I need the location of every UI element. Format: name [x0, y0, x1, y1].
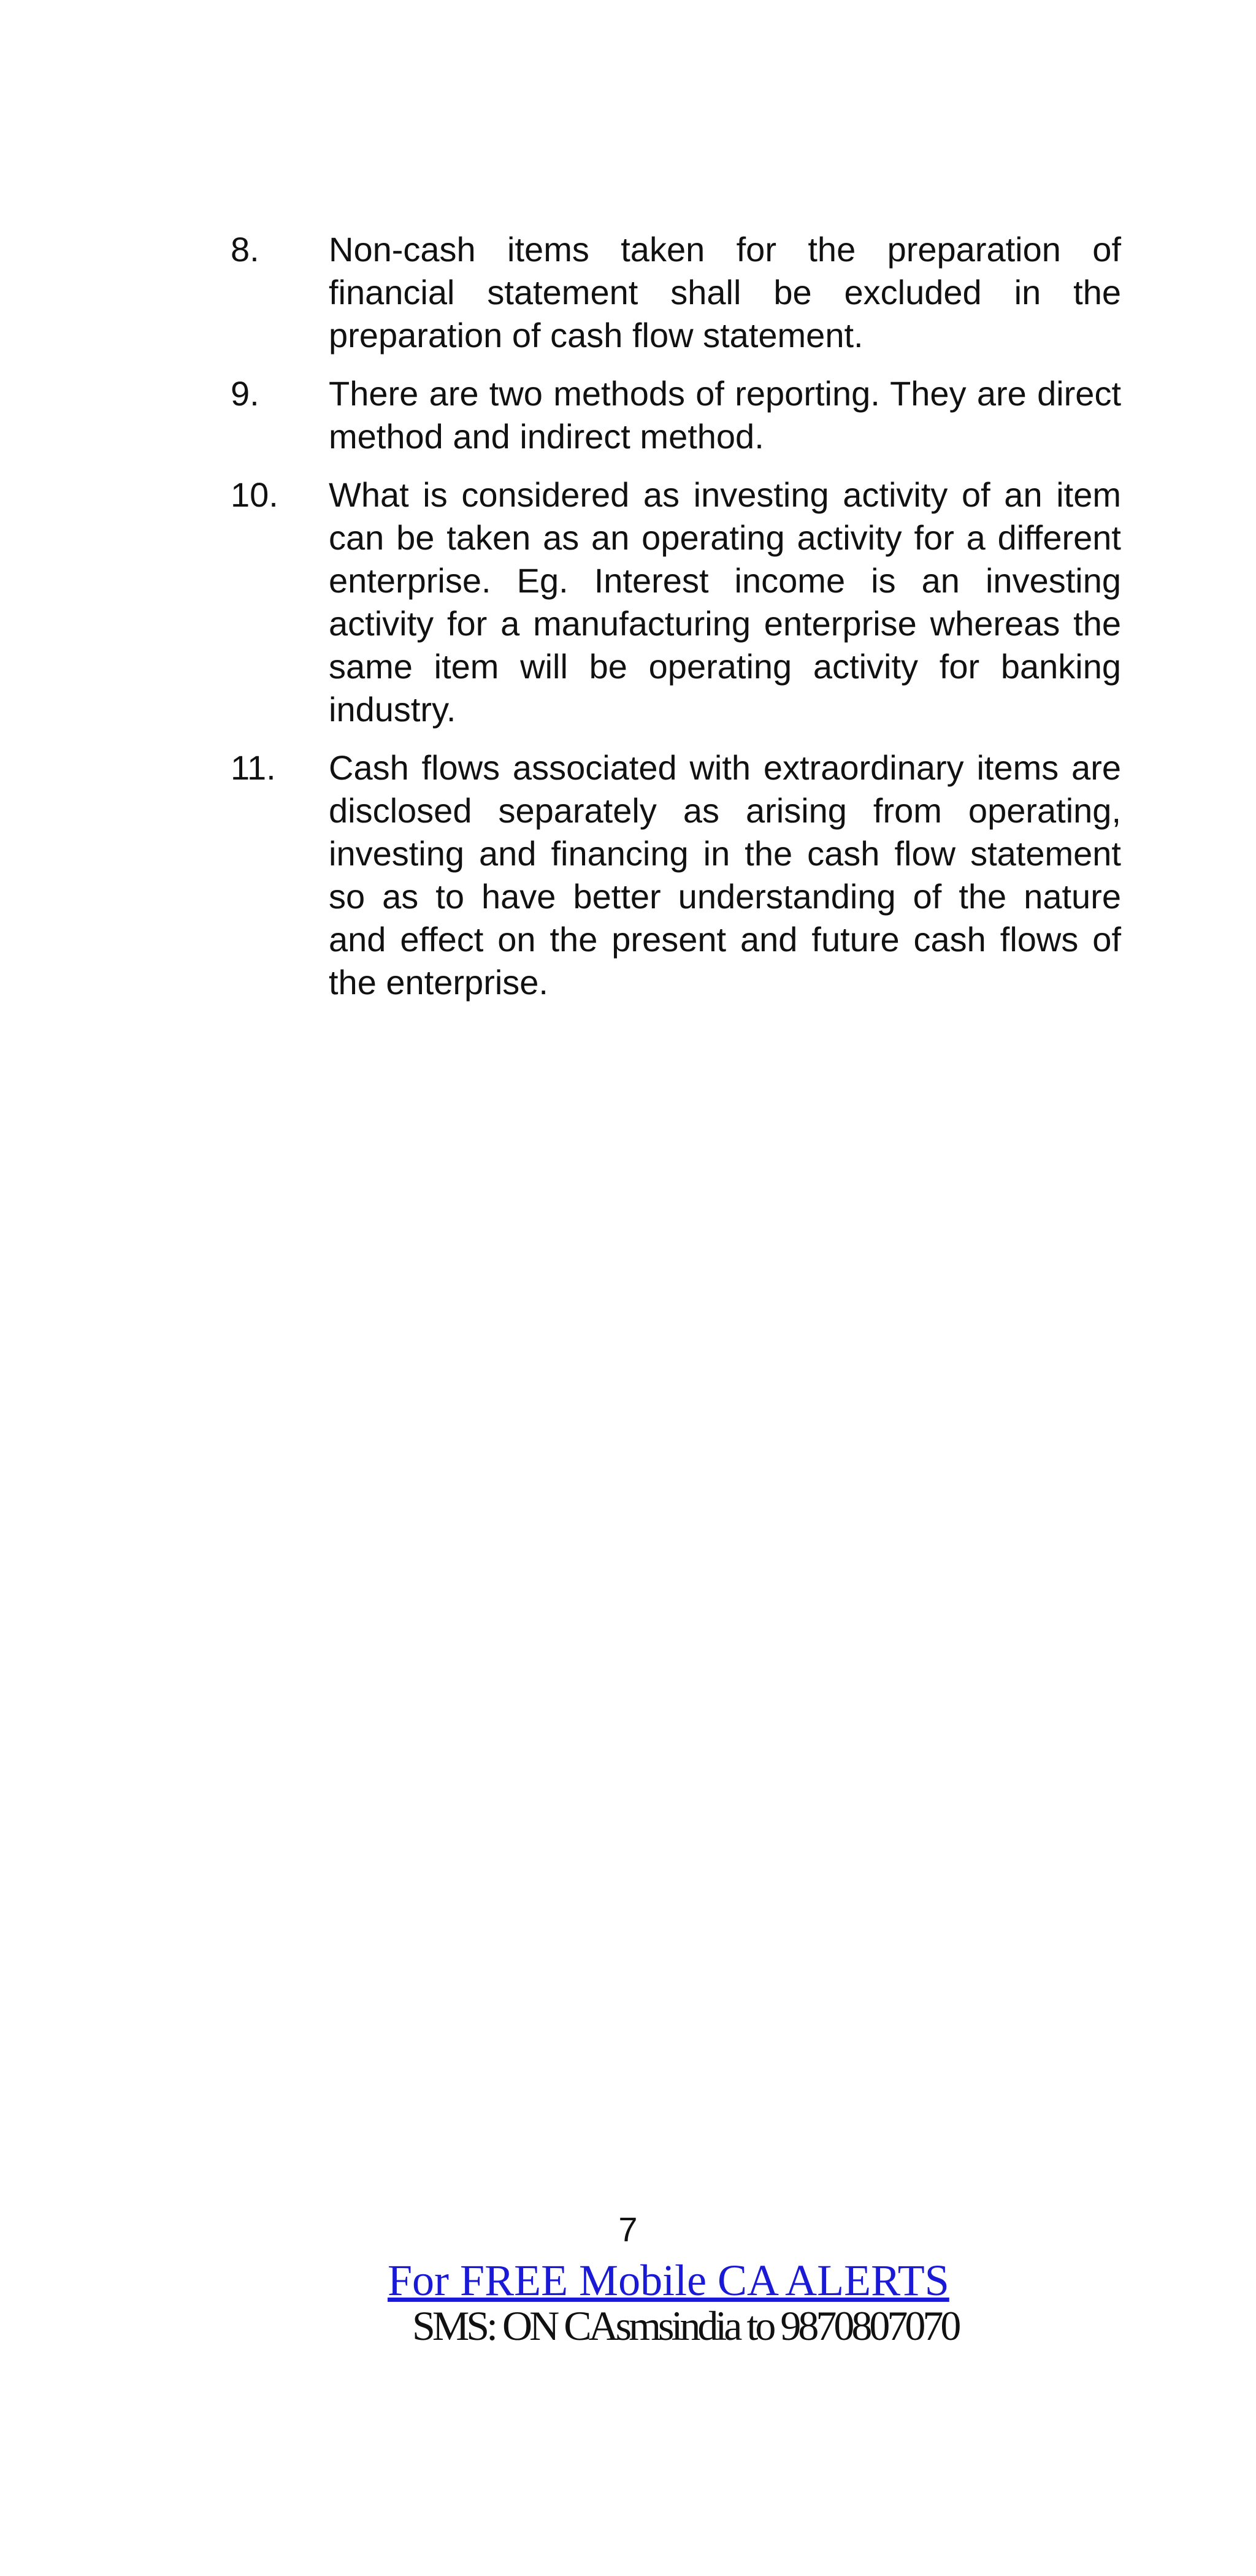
list-item-text: What is considered as investing activity of an item can be taken as an operating activity for a different enterprise. Eg. Interest income is an investing activity for a manufacturing enterprise whereas the same item will be operating activity for banking industry.	[329, 475, 1121, 729]
numbered-list	[231, 228, 1121, 1019]
page-number: 7	[618, 2210, 638, 2248]
list-item	[231, 372, 1121, 458]
list-item-text: Cash flows associated with extraordinary items are disclosed separately as arising from operating, investing and financing in the cash flow statement so as to have better understanding of the nature and effect on the present and future cash flows of the enterprise.	[329, 748, 1121, 1002]
sms-instruction: SMS: ON CAsmsindia to 9870807070	[412, 2302, 959, 2349]
list-item-number: 11.	[231, 748, 276, 787]
list-item	[231, 746, 1121, 1004]
list-item-text: Non-cash items taken for the preparation of financial statement shall be excluded in the preparation of cash flow statement.	[329, 230, 1121, 355]
list-item-text: There are two methods of reporting. They are direct method and indirect method.	[329, 374, 1121, 456]
free-alerts-link[interactable]: For FREE Mobile CA ALERTS	[388, 2256, 949, 2305]
list-item	[231, 228, 1121, 357]
list-item-number: 10.	[231, 475, 278, 514]
list-item-number: 9.	[231, 374, 259, 413]
list-item	[231, 473, 1121, 731]
list-item-number: 8.	[231, 230, 259, 269]
